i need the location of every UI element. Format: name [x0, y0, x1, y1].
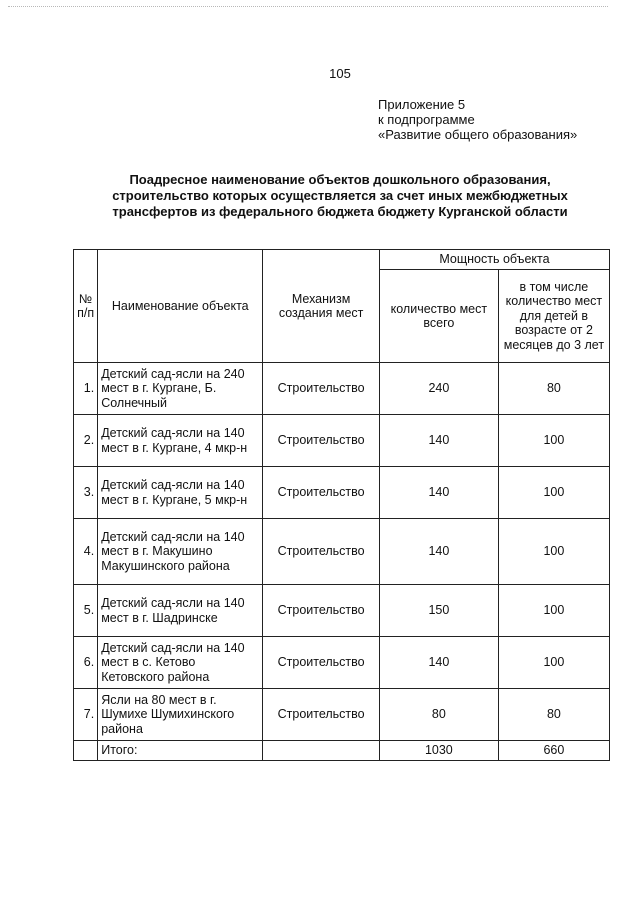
- table-row: [74, 363, 610, 415]
- table-row: [74, 467, 610, 519]
- table-row: [74, 637, 610, 689]
- row-total: 240: [379, 363, 498, 415]
- row-num: 3.: [74, 467, 98, 519]
- table-row: [74, 585, 610, 637]
- row-mechanism: Строительство: [263, 689, 380, 741]
- row-name: Детский сад-ясли на 140 мест в г. Шадринске: [98, 585, 263, 637]
- row-name: Детский сад-ясли на 140 мест в г. Макушино Макушинского района: [98, 519, 263, 585]
- row-num: 5.: [74, 585, 98, 637]
- header-mechanism: Механизм создания мест: [263, 250, 380, 363]
- total-children: 660: [498, 741, 609, 761]
- row-total: 140: [379, 467, 498, 519]
- total-mechanism: [263, 741, 380, 761]
- row-mechanism: Строительство: [263, 467, 380, 519]
- row-total: 80: [379, 689, 498, 741]
- row-name: Детский сад-ясли на 240 мест в г. Кургане, Б. Солнечный: [98, 363, 263, 415]
- row-children: 100: [498, 519, 609, 585]
- row-num: 6.: [74, 637, 98, 689]
- total-num: [74, 741, 98, 761]
- row-children: 100: [498, 637, 609, 689]
- row-total: 140: [379, 519, 498, 585]
- row-name: Детский сад-ясли на 140 мест в с. Кетово Кетовского района: [98, 637, 263, 689]
- header-name: Наименование объекта: [98, 250, 263, 363]
- appendix-line-1: Приложение 5: [378, 97, 466, 112]
- row-children: 100: [498, 585, 609, 637]
- table-body: [74, 363, 610, 761]
- row-children: 80: [498, 689, 609, 741]
- row-total: 150: [379, 585, 498, 637]
- row-mechanism: Строительство: [263, 637, 380, 689]
- row-mechanism: Строительство: [263, 363, 380, 415]
- row-children: 100: [498, 467, 609, 519]
- appendix-note: [378, 97, 577, 142]
- row-name: Детский сад-ясли на 140 мест в г. Кургане, 5 мкр-н: [98, 467, 263, 519]
- appendix-line-2: к подпрограмме: [378, 112, 475, 127]
- header-num: № п/п: [74, 250, 98, 363]
- objects-table: [73, 249, 610, 761]
- row-num: 7.: [74, 689, 98, 741]
- table-row: [74, 415, 610, 467]
- table-row: [74, 689, 610, 741]
- row-num: 1.: [74, 363, 98, 415]
- row-children: 80: [498, 363, 609, 415]
- row-mechanism: Строительство: [263, 585, 380, 637]
- table-row: [74, 519, 610, 585]
- row-mechanism: Строительство: [263, 415, 380, 467]
- page-number: 105: [329, 66, 351, 81]
- row-num: 4.: [74, 519, 98, 585]
- row-name: Ясли на 80 мест в г. Шумихе Шумихинского района: [98, 689, 263, 741]
- row-total: 140: [379, 415, 498, 467]
- header-total: количество мест всего: [379, 270, 498, 363]
- appendix-line-3: «Развитие общего образования»: [378, 127, 578, 142]
- row-num: 2.: [74, 415, 98, 467]
- row-mechanism: Строительство: [263, 519, 380, 585]
- row-name: Детский сад-ясли на 140 мест в г. Кургане, 4 мкр-н: [98, 415, 263, 467]
- total-sum: 1030: [379, 741, 498, 761]
- row-children: 100: [498, 415, 609, 467]
- header-children: в том числе количество мест для детей в возрасте от 2 месяцев до 3 лет: [498, 270, 609, 363]
- scan-top-edge: [8, 6, 608, 11]
- row-total: 140: [379, 637, 498, 689]
- header-capacity: Мощность объекта: [379, 250, 609, 270]
- document-title: Поадресное наименование объектов дошкольного образования, строительство которых осуществляется за счет иных межбюджетных трансфертов из федерального бюджета бюджету Курганской области: [112, 172, 568, 219]
- total-row: [74, 741, 610, 761]
- total-label: Итого:: [98, 741, 263, 761]
